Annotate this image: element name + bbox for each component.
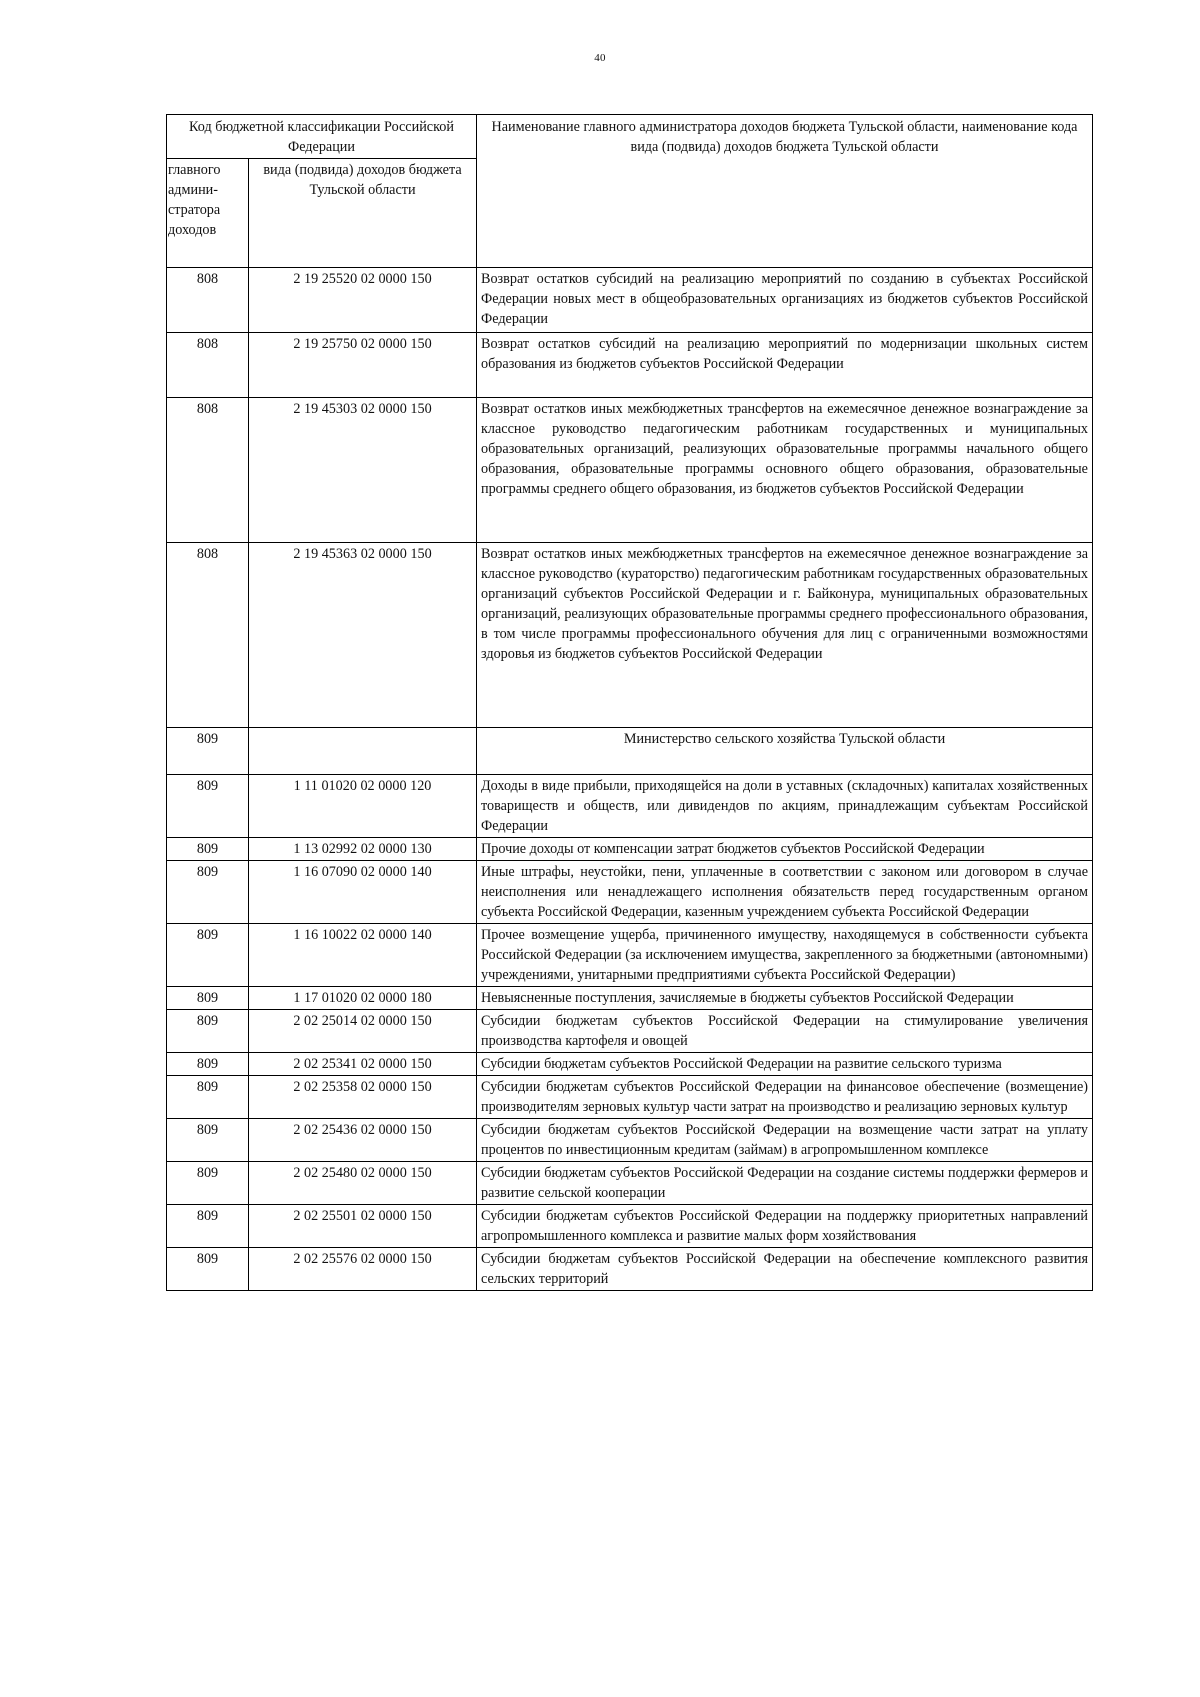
header-name: Наименование главного администратора доходов бюджета Тульской области, наименование кода вида (подвида) доходов бюджета Тульской области bbox=[477, 115, 1093, 268]
income-code-cell: 2 02 25480 02 0000 150 bbox=[249, 1162, 477, 1205]
income-name-cell: Субсидии бюджетам субъектов Российской Федерации на обеспечение комплексного развития сельских территорий bbox=[477, 1248, 1093, 1291]
table-row bbox=[167, 987, 1093, 1010]
header-admin-column: главного админи-стратора доходов bbox=[167, 159, 249, 268]
income-name-cell: Субсидии бюджетам субъектов Российской Федерации на создание системы поддержки фермеров и развитие сельской кооперации bbox=[477, 1162, 1093, 1205]
income-name-cell: Возврат остатков субсидий на реализацию мероприятий по модернизации школьных систем образования из бюджетов субъектов Российской Федерации bbox=[477, 333, 1093, 398]
income-code-cell: 1 16 10022 02 0000 140 bbox=[249, 924, 477, 987]
admin-code-cell: 809 bbox=[167, 987, 249, 1010]
table-row bbox=[167, 1010, 1093, 1053]
admin-code-cell: 809 bbox=[167, 1076, 249, 1119]
ministry-row bbox=[167, 728, 1093, 775]
income-name-cell: Возврат остатков субсидий на реализацию мероприятий по созданию в субъектах Российской Федерации новых мест в общеобразовательных организациях из бюджетов субъектов Российской Федерации bbox=[477, 268, 1093, 333]
income-code-cell: 2 19 25750 02 0000 150 bbox=[249, 333, 477, 398]
ministry-name-cell: Министерство сельского хозяйства Тульской области bbox=[477, 728, 1093, 775]
income-name-cell: Субсидии бюджетам субъектов Российской Федерации на поддержку приоритетных направлений агропромышленного комплекса и развитие малых форм хозяйствования bbox=[477, 1205, 1093, 1248]
admin-code-cell: 809 bbox=[167, 1119, 249, 1162]
admin-code-cell: 809 bbox=[167, 1248, 249, 1291]
admin-code-cell: 809 bbox=[167, 1010, 249, 1053]
table-row bbox=[167, 1053, 1093, 1076]
income-code-cell: 2 02 25014 02 0000 150 bbox=[249, 1010, 477, 1053]
income-code-cell: 1 11 01020 02 0000 120 bbox=[249, 775, 477, 838]
admin-code-cell: 808 bbox=[167, 543, 249, 728]
income-name-cell: Невыясненные поступления, зачисляемые в бюджеты субъектов Российской Федерации bbox=[477, 987, 1093, 1010]
admin-code-cell: 809 bbox=[167, 861, 249, 924]
page-number: 40 bbox=[594, 52, 606, 64]
income-code-cell: 1 16 07090 02 0000 140 bbox=[249, 861, 477, 924]
admin-code-cell: 809 bbox=[167, 1053, 249, 1076]
income-code-cell: 2 02 25436 02 0000 150 bbox=[249, 1119, 477, 1162]
table-row bbox=[167, 398, 1093, 543]
income-name-cell: Субсидии бюджетам субъектов Российской Федерации на развитие сельского туризма bbox=[477, 1053, 1093, 1076]
income-name-cell: Возврат остатков иных межбюджетных трансфертов на ежемесячное денежное вознаграждение за классное руководство педагогическим работникам государственных и муниципальных образовательных организаций, реализующих образовательные программы начального общего образования, образовательные программы основного общего образования, образовательные программы среднего общего образования, из бюджетов субъектов Российской Федерации bbox=[477, 398, 1093, 543]
income-code-cell: 2 02 25501 02 0000 150 bbox=[249, 1205, 477, 1248]
admin-code-cell: 809 bbox=[167, 1205, 249, 1248]
table-row bbox=[167, 1119, 1093, 1162]
admin-code-cell: 809 bbox=[167, 838, 249, 861]
income-code-cell: 1 17 01020 02 0000 180 bbox=[249, 987, 477, 1010]
income-name-cell: Возврат остатков иных межбюджетных трансфертов на ежемесячное денежное вознаграждение за классное руководство (кураторство) педагогическим работникам государственных образовательных организаций субъектов Российской Федерации и г. Байконура, муниципальных образовательных организаций, реализующих образовательные программы среднего профессионального образования, в том числе программы профессионального обучения для лиц с ограниченными возможностями здоровья из бюджетов субъектов Российской Федерации bbox=[477, 543, 1093, 728]
admin-code-cell: 809 bbox=[167, 1162, 249, 1205]
income-name-cell: Прочие доходы от компенсации затрат бюджетов субъектов Российской Федерации bbox=[477, 838, 1093, 861]
income-name-cell: Иные штрафы, неустойки, пени, уплаченные в соответствии с законом или договором в случае неисполнения или ненадлежащего исполнения обязательств перед государственным органом субъекта Российской Федерации, казенным учреждением субъекта Российской Федерации bbox=[477, 861, 1093, 924]
header-code-group: Код бюджетной классификации Российской Федерации bbox=[167, 115, 477, 159]
table-row bbox=[167, 1248, 1093, 1291]
admin-code-cell: 809 bbox=[167, 728, 249, 775]
table-row bbox=[167, 268, 1093, 333]
admin-code-cell: 809 bbox=[167, 924, 249, 987]
income-code-cell: 2 02 25358 02 0000 150 bbox=[249, 1076, 477, 1119]
income-name-cell: Субсидии бюджетам субъектов Российской Федерации на возмещение части затрат на уплату процентов по инвестиционным кредитам (займам) в агропромышленном комплексе bbox=[477, 1119, 1093, 1162]
table-row bbox=[167, 924, 1093, 987]
admin-code-cell: 808 bbox=[167, 268, 249, 333]
admin-code-cell: 809 bbox=[167, 775, 249, 838]
admin-code-cell: 808 bbox=[167, 333, 249, 398]
income-code-cell: 2 19 45363 02 0000 150 bbox=[249, 543, 477, 728]
income-name-cell: Доходы в виде прибыли, приходящейся на доли в уставных (складочных) капиталах хозяйственных товариществ и обществ, или дивидендов по акциям, принадлежащим субъектам Российской Федерации bbox=[477, 775, 1093, 838]
income-name-cell: Субсидии бюджетам субъектов Российской Федерации на финансовое обеспечение (возмещение) производителям зерновых культур части затрат на производство и реализацию зерновых культур bbox=[477, 1076, 1093, 1119]
income-code-cell: 2 19 25520 02 0000 150 bbox=[249, 268, 477, 333]
income-code-cell: 2 19 45303 02 0000 150 bbox=[249, 398, 477, 543]
table-row bbox=[167, 838, 1093, 861]
income-name-cell: Прочее возмещение ущерба, причиненного имуществу, находящемуся в собственности субъекта Российской Федерации (за исключением имущества, закрепленного за бюджетными (автономными) учреждениями, унитарными предприятиями субъекта Российской Федерации) bbox=[477, 924, 1093, 987]
income-name-cell: Субсидии бюджетам субъектов Российской Федерации на стимулирование увеличения производства картофеля и овощей bbox=[477, 1010, 1093, 1053]
admin-code-cell: 808 bbox=[167, 398, 249, 543]
table-header-row bbox=[167, 115, 1093, 159]
table-row bbox=[167, 1076, 1093, 1119]
table-row bbox=[167, 1162, 1093, 1205]
income-code-cell bbox=[249, 728, 477, 775]
table-row bbox=[167, 1205, 1093, 1248]
header-code-column: вида (подвида) доходов бюджета Тульской области bbox=[249, 159, 477, 268]
budget-classification-table bbox=[166, 114, 1093, 1291]
income-code-cell: 2 02 25341 02 0000 150 bbox=[249, 1053, 477, 1076]
table-row bbox=[167, 543, 1093, 728]
income-code-cell: 2 02 25576 02 0000 150 bbox=[249, 1248, 477, 1291]
table-row bbox=[167, 861, 1093, 924]
table-row bbox=[167, 333, 1093, 398]
income-code-cell: 1 13 02992 02 0000 130 bbox=[249, 838, 477, 861]
table-row bbox=[167, 775, 1093, 838]
